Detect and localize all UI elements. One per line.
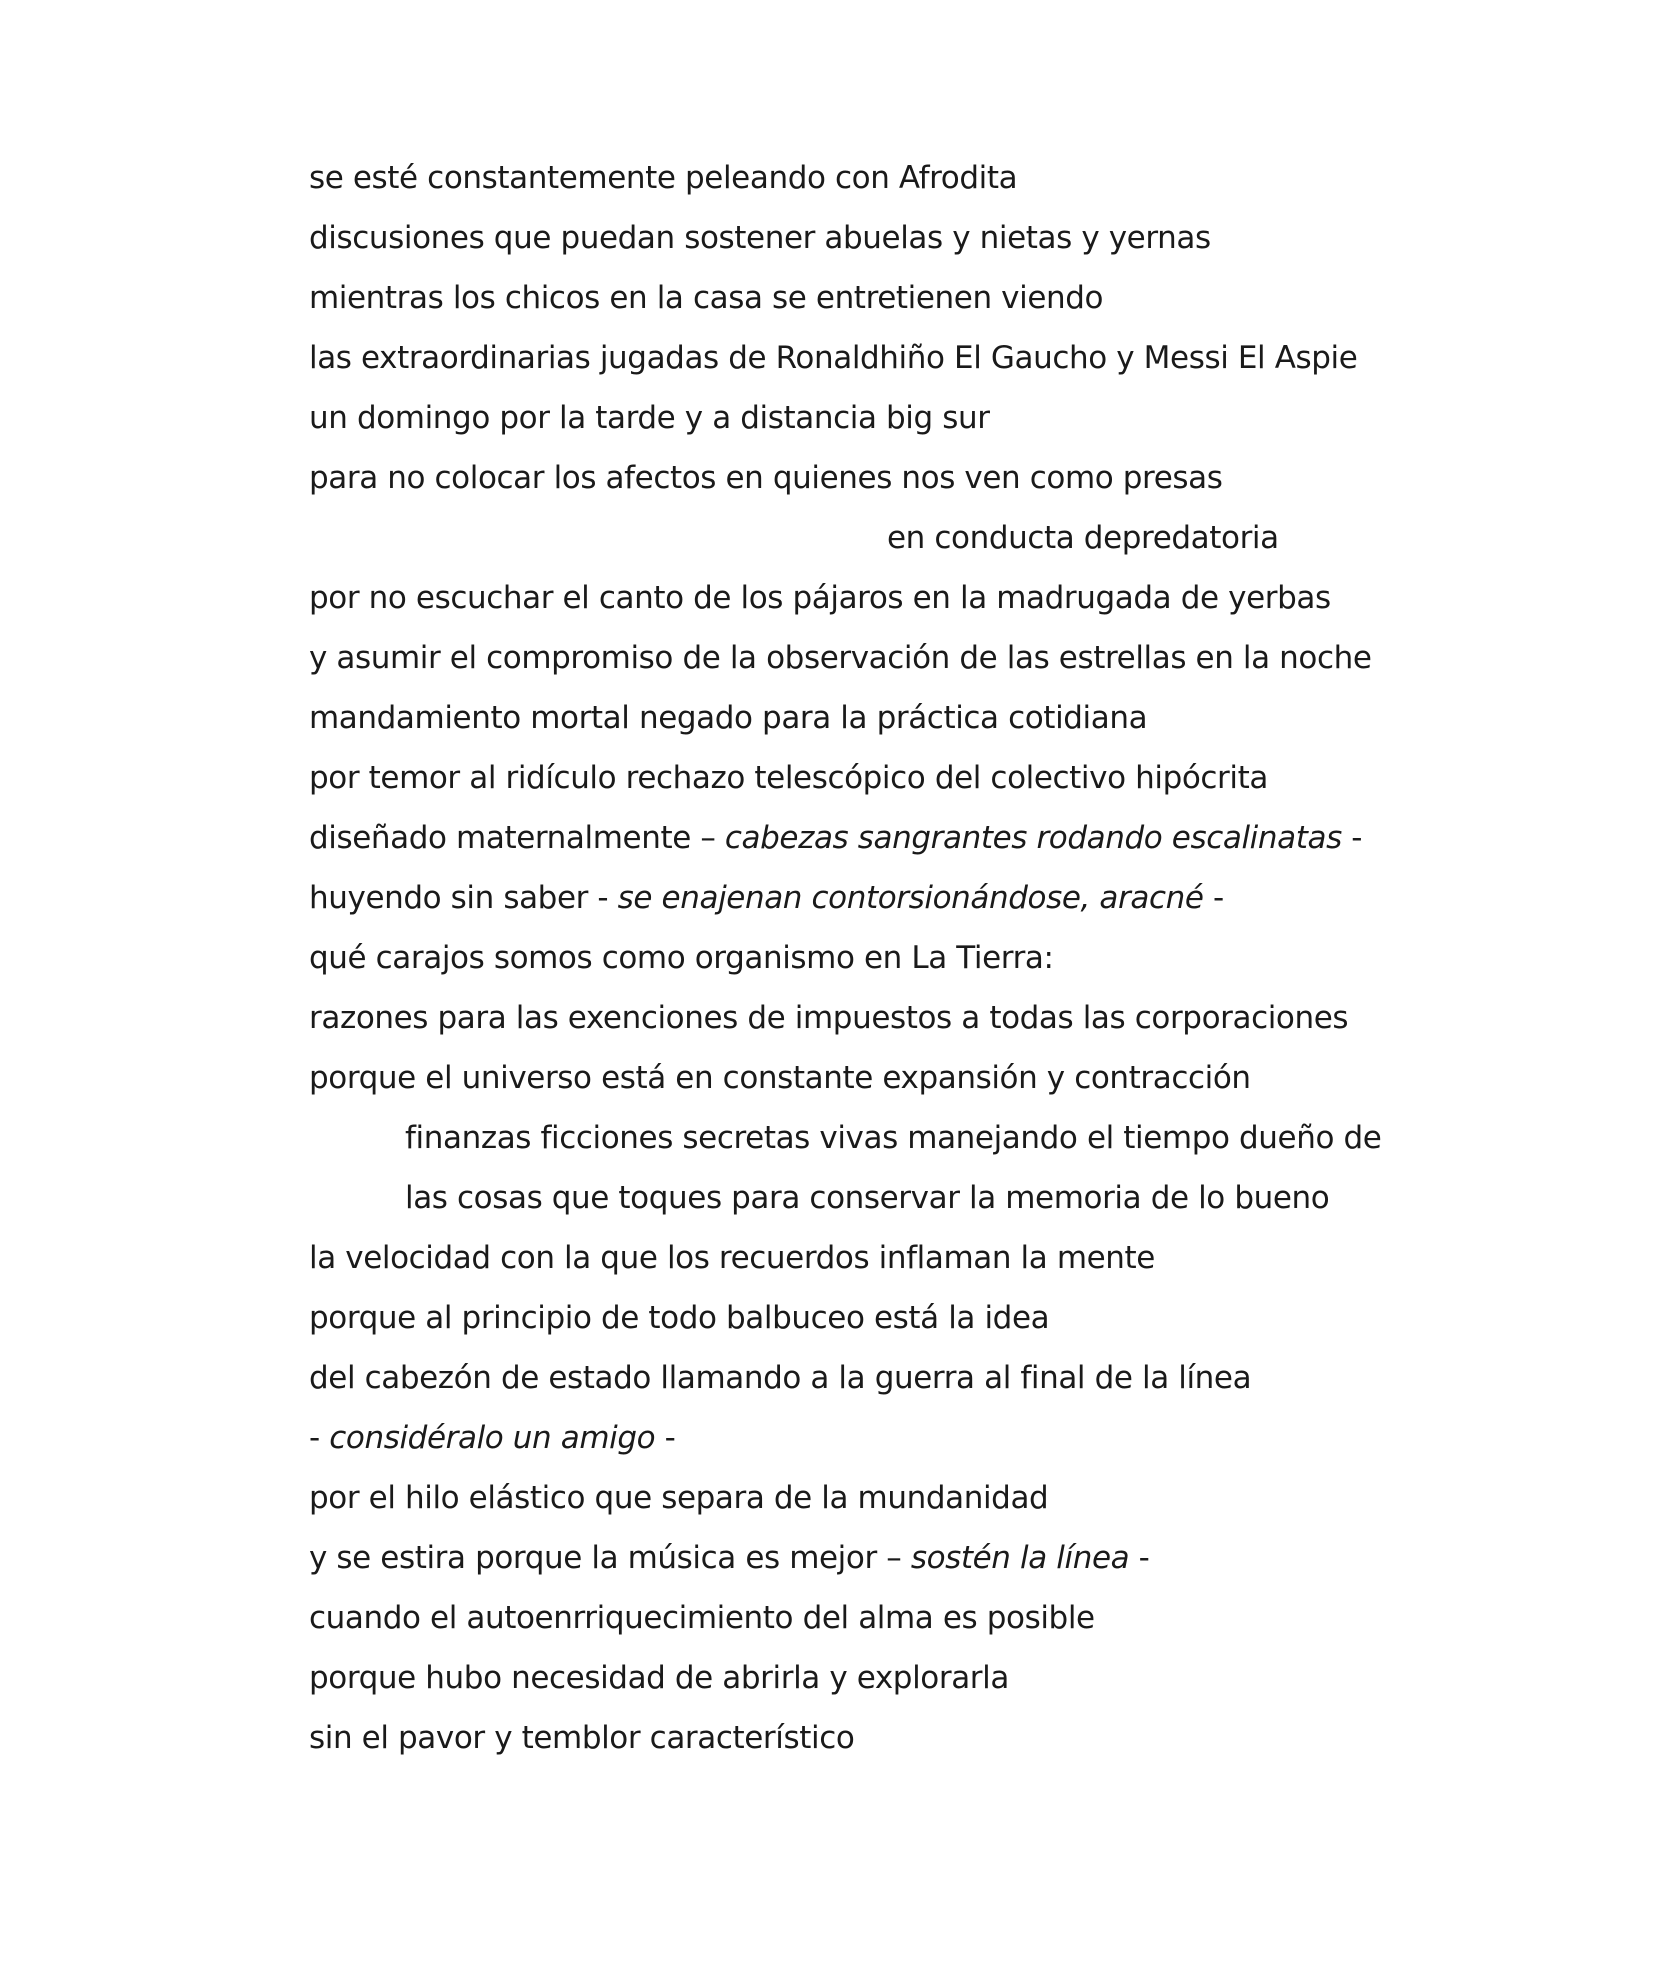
poem-line: la velocidad con la que los recuerdos inflaman la mente [309, 1240, 1155, 1276]
italic-phrase: se enajenan contorsionándose, aracné [617, 880, 1204, 916]
poem-line: un domingo por la tarde y a distancia big sur [309, 400, 990, 436]
poem-line: razones para las exenciones de impuestos a todas las corporaciones [309, 1000, 1349, 1036]
poem-line: mandamiento mortal negado para la práctica cotidiana [309, 700, 1148, 736]
poem-line: porque el universo está en constante expansión y contracción [309, 1060, 1251, 1096]
line-text: - [1203, 880, 1224, 916]
poem-line [309, 1408, 1489, 1468]
poem-line: porque al principio de todo balbuceo está la idea [309, 1300, 1050, 1336]
poem-line [309, 868, 1489, 928]
line-text: - [655, 1420, 676, 1456]
poem-line: las extraordinarias jugadas de Ronaldhiño El Gaucho y Messi El Aspie [309, 340, 1358, 376]
line-text: y se estira porque la música es mejor – [309, 1540, 911, 1576]
poem-line [309, 1528, 1489, 1588]
poem-line: por no escuchar el canto de los pájaros en la madrugada de yerbas [309, 580, 1331, 616]
poem-line: qué carajos somos como organismo en La Tierra: [309, 940, 1054, 976]
poem-line-indented: en conducta depredatoria [887, 520, 1279, 556]
poem-line: para no colocar los afectos en quienes nos ven como presas [309, 460, 1223, 496]
poem-line: sin el pavor y temblor característico [309, 1720, 855, 1756]
italic-phrase: sostén la línea [910, 1540, 1130, 1576]
poem-line: mientras los chicos en la casa se entretienen viendo [309, 280, 1104, 316]
line-text: huyendo sin saber - [309, 880, 618, 916]
poem-body [309, 148, 1489, 1768]
poem-line: y asumir el compromiso de la observación de las estrellas en la noche [309, 640, 1372, 676]
line-text: - [309, 1420, 330, 1456]
poem-line: cuando el autoenrriquecimiento del alma es posible [309, 1600, 1095, 1636]
line-text: diseñado maternalmente – [309, 820, 725, 856]
poem-line [309, 808, 1489, 868]
line-text: - [1341, 820, 1363, 856]
italic-phrase: cabezas sangrantes rodando escalinatas [724, 820, 1342, 856]
poem-line-indented: finanzas ficciones secretas vivas manejando el tiempo dueño de [405, 1120, 1382, 1156]
poem-line: discusiones que puedan sostener abuelas y nietas y yernas [309, 220, 1211, 256]
poem-line-indented: las cosas que toques para conservar la memoria de lo bueno [405, 1180, 1330, 1216]
line-text: - [1129, 1540, 1150, 1576]
poem-line: por temor al ridículo rechazo telescópico del colectivo hipócrita [309, 760, 1268, 796]
poem-line: se esté constantemente peleando con Afrodita [309, 160, 1018, 196]
poem-line: del cabezón de estado llamando a la guerra al final de la línea [309, 1360, 1252, 1396]
poem-line: por el hilo elástico que separa de la mundanidad [309, 1480, 1049, 1516]
poem-line: porque hubo necesidad de abrirla y explorarla [309, 1660, 1009, 1696]
italic-phrase: considéralo un amigo [329, 1420, 656, 1456]
